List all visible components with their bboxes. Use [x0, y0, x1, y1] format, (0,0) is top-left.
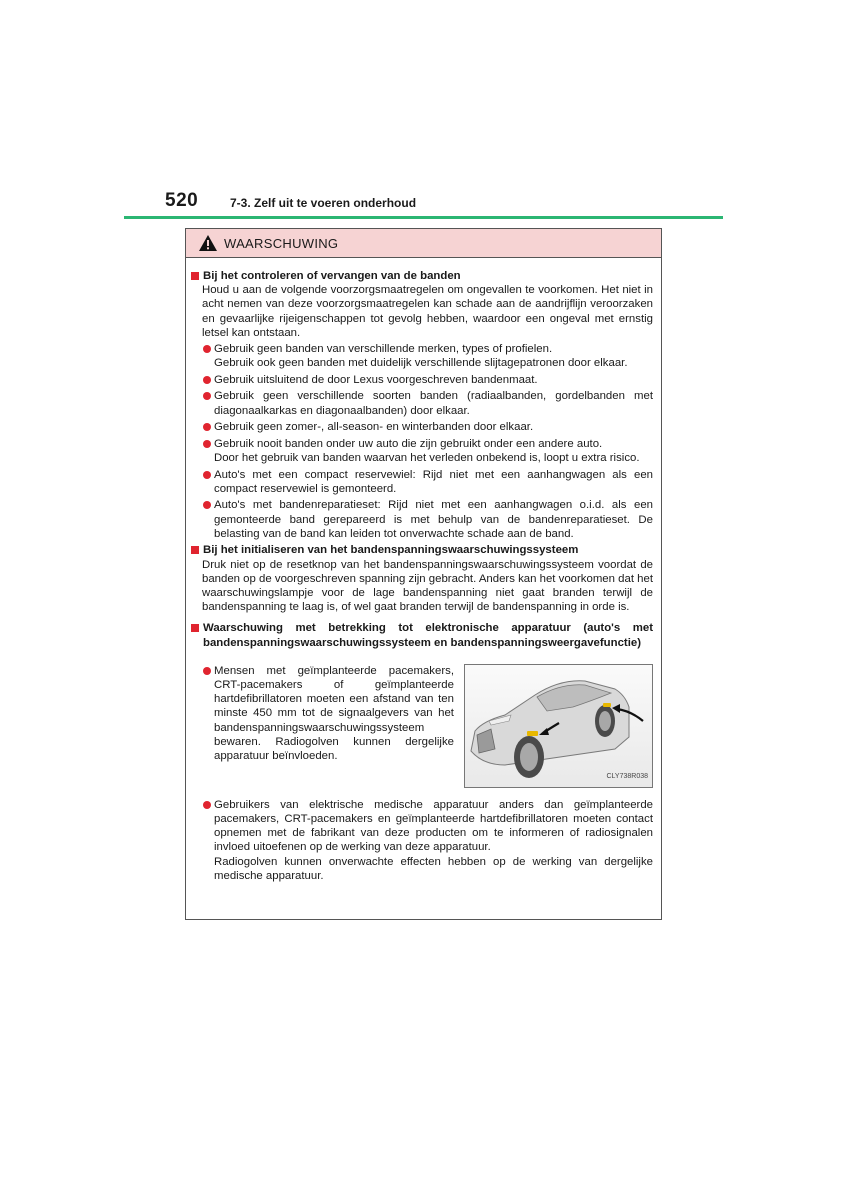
section-heading: Bij het initialiseren van het bandenspanningswaarschuwingssysteem: [190, 543, 653, 557]
list-item: Gebruik nooit banden onder uw auto die zijn gebruikt onder een andere auto. Door het gebruik van banden waarvan het verleden onbekend is, loopt u extra risico.: [203, 437, 653, 465]
red-square-icon: [191, 624, 199, 632]
red-dot-icon: [203, 501, 211, 509]
red-dot-icon: [203, 345, 211, 353]
red-square-icon: [191, 546, 199, 554]
figure-code: CLY738R038: [606, 772, 648, 780]
warning-title: WAARSCHUWING: [224, 235, 339, 251]
red-dot-icon: [203, 801, 211, 809]
section-title: 7-3. Zelf uit te voeren onderhoud: [230, 196, 417, 210]
warning-header: [186, 229, 661, 258]
red-dot-icon: [203, 471, 211, 479]
bullet-list: [203, 798, 653, 883]
list-item: Gebruik geen zomer-, all-season- en winterbanden door elkaar.: [203, 420, 653, 434]
warning-box: [185, 228, 662, 920]
red-dot-icon: [203, 423, 211, 431]
section-paragraph: Druk niet op de resetknop van het bandenspanningswaarschuwingssysteem voordat de banden op de voorgeschreven spanning zijn gebracht. Anders kan het voorkomen dat het waarschuwingslampje voor de lage bandenspanning niet gaat branden terwijl de bandenspanning te laag is, of wel gaat branden terwijl de bandenspanning in orde is.: [202, 558, 653, 614]
bullet-list: [203, 342, 653, 541]
section-paragraph: Houd u aan de volgende voorzorgsmaatregelen om ongevallen te voorkomen. Het niet in acht nemen van deze voorzorgsmaatregelen kan schade aan de aandrijflijn veroorzaken en gevaarlijke rijeigenschappen tot gevolg hebben, waardoor een ongeval met ernstig letsel kan ontstaan.: [202, 284, 653, 339]
bullet-list: [203, 664, 454, 788]
list-item: Auto's met een compact reservewiel: Rijd niet met een aanhangwagen als een compact reservewiel is gemonteerd.: [203, 468, 653, 496]
page-number: 520: [165, 190, 199, 211]
section-heading: Waarschuwing met betrekking tot elektronische apparatuur (auto's met bandenspanningswaarschuwingssysteem en bandenspanningsweergavefunctie): [190, 621, 653, 649]
red-square-icon: [191, 272, 199, 280]
list-item: Gebruikers van elektrische medische apparatuur anders dan geïmplanteerde pacemakers, CRT-pacemakers en geïmplanteerde hartdefibrillatoren moeten contact opnemen met de fabrikant van deze producten om te informeren of radiosignalen invloed uitoefenen op de werking van deze apparatuur. Radiogolven kunnen onverwachte effecten hebben op de werking van dergelijke medische apparatuur.: [203, 798, 653, 883]
red-dot-icon: [203, 376, 211, 384]
section-heading: Bij het controleren of vervangen van de banden: [190, 269, 653, 283]
page-header: [0, 0, 848, 220]
electronics-row: [190, 664, 653, 788]
car-illustration: [464, 664, 653, 788]
list-item: Gebruik geen banden van verschillende merken, types of profielen. Gebruik ook geen banden met duidelijk verschillende slijtagepatronen door elkaar.: [203, 342, 653, 370]
car-tire-sensor-illustration: [465, 665, 655, 787]
list-item: Auto's met bandenreparatieset: Rijd niet met een aanhangwagen o.i.d. als een gemonteerde band gerepareerd is met behulp van de bandenreparatieset. De belasting van de band kan leiden tot onverwachte schade aan de band.: [203, 498, 653, 541]
red-dot-icon: [203, 667, 211, 675]
warning-triangle-icon: [198, 234, 218, 252]
warning-content: [186, 258, 661, 883]
list-item: Gebruik uitsluitend de door Lexus voorgeschreven bandenmaat.: [203, 373, 653, 387]
list-item: Mensen met geïmplanteerde pacemakers, CRT-pacemakers of geïmplanteerde hartdefibrillatoren moeten een afstand van ten minste 450 mm tot de signaalgevers van het bandenspanningswaarschuwingssysteem bewaren. Radiogolven kunnen dergelijke apparatuur beïnvloeden.: [203, 664, 454, 763]
header-rule: [124, 216, 723, 219]
list-item: Gebruik geen verschillende soorten banden (radiaalbanden, gordelbanden met diagonaalkarkas en diagonaalbanden) door elkaar.: [203, 389, 653, 417]
red-dot-icon: [203, 440, 211, 448]
red-dot-icon: [203, 392, 211, 400]
